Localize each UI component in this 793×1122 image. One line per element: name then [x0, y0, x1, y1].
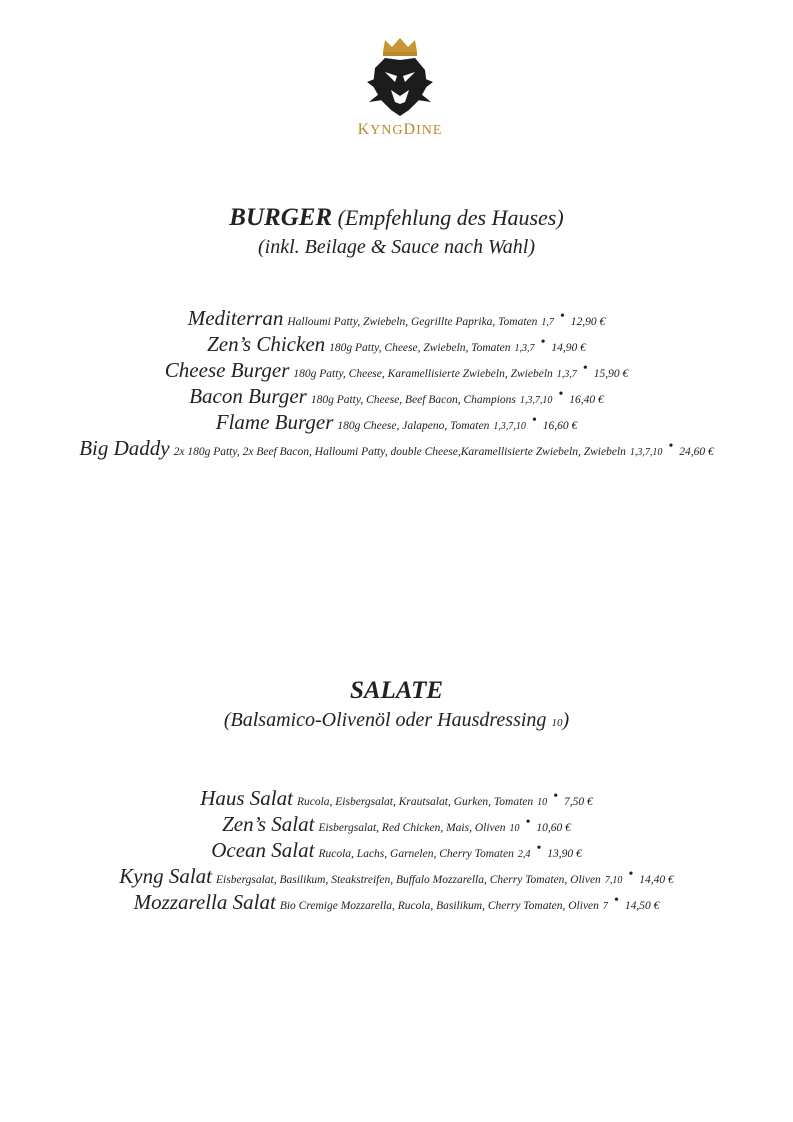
- salate-subtitle-close: ): [562, 709, 570, 731]
- dot-icon: •: [525, 815, 531, 830]
- item-description: 180g Patty, Cheese, Karamellisierte Zwiebeln, Zwiebeln: [293, 368, 553, 380]
- item-name: Mozzarella Salat: [133, 890, 276, 914]
- item-allergens: 7,10: [604, 875, 623, 886]
- dot-icon: •: [540, 335, 546, 350]
- item-price: 16,40 €: [569, 394, 604, 406]
- item-allergens: 1,7: [541, 317, 554, 328]
- burger-subtitle: (inkl. Beilage & Sauce nach Wahl): [258, 236, 535, 258]
- item-allergens: 1,3,7,10: [493, 421, 526, 432]
- item-name: Haus Salat: [200, 786, 293, 810]
- salate-subtitle-allergen: 10: [551, 717, 563, 729]
- dot-icon: •: [628, 867, 634, 882]
- item-name: Ocean Salat: [211, 838, 315, 862]
- item-price: 13,90 €: [547, 848, 582, 860]
- item-allergens: 2,4: [517, 849, 531, 860]
- item-description: 2x 180g Patty, 2x Beef Bacon, Halloumi Patty, double Cheese,Karamellisierte Zwiebeln, Zwiebeln: [173, 446, 626, 458]
- burger-heading: [0, 204, 793, 232]
- burger-item: [0, 409, 793, 435]
- item-name: Cheese Burger: [164, 358, 290, 382]
- salat-item: [0, 863, 793, 889]
- item-name: Big Daddy: [79, 436, 170, 460]
- salate-list: [0, 785, 793, 915]
- item-name: Zen’s Salat: [222, 812, 315, 836]
- salate-subtitle: [0, 709, 793, 732]
- item-price: 16,60 €: [542, 420, 578, 432]
- brand-text-ine: INE: [416, 123, 443, 138]
- dot-icon: •: [531, 413, 537, 428]
- item-price: 14,90 €: [551, 342, 586, 354]
- salat-item: [0, 837, 793, 863]
- brand-text-yng: YNG: [370, 123, 404, 138]
- burger-item: [0, 435, 793, 461]
- item-allergens: 7: [602, 901, 608, 912]
- dot-icon: •: [536, 841, 542, 856]
- item-price: 14,50 €: [624, 900, 660, 912]
- burger-item: [0, 383, 793, 409]
- item-allergens: 1,3,7,10: [519, 395, 553, 406]
- burger-item: [0, 357, 793, 383]
- item-description: 180g Cheese, Jalapeno, Tomaten: [337, 420, 490, 432]
- dot-icon: •: [559, 309, 565, 324]
- item-name: Zen’s Chicken: [207, 332, 326, 356]
- brand-name: [330, 121, 470, 139]
- item-allergens: 1,3,7: [556, 369, 577, 380]
- salat-item: [0, 889, 793, 915]
- dot-icon: •: [553, 789, 559, 804]
- item-name: Mediterran: [187, 306, 284, 330]
- burger-item: [0, 305, 793, 331]
- item-description: Halloumi Patty, Zwiebeln, Gegrillte Paprika, Tomaten: [287, 316, 538, 328]
- burger-item: [0, 331, 793, 357]
- item-name: Flame Burger: [215, 410, 334, 434]
- item-price: 7,50 €: [564, 796, 593, 808]
- item-allergens: 10: [509, 823, 520, 834]
- item-price: 15,90 €: [593, 368, 629, 380]
- burger-list: [0, 305, 793, 461]
- item-allergens: 10: [537, 797, 548, 808]
- burger-subtitle-inline: (Empfehlung des Hauses): [337, 205, 564, 230]
- item-price: 14,40 €: [639, 874, 674, 886]
- item-name: Kyng Salat: [119, 864, 213, 888]
- salate-subtitle-text: (Balsamico-Olivenöl oder Hausdressing: [223, 709, 547, 731]
- item-name: Bacon Burger: [189, 384, 307, 408]
- dot-icon: •: [558, 387, 564, 402]
- salat-item: [0, 785, 793, 811]
- salate-title: SALATE: [349, 677, 444, 704]
- brand-initial-d: D: [403, 121, 417, 138]
- dot-icon: •: [582, 361, 588, 376]
- item-allergens: 1,3,7: [514, 343, 535, 354]
- item-description: 180g Patty, Cheese, Zwiebeln, Tomaten: [329, 342, 511, 354]
- item-description: Rucola, Eisbergsalat, Krautsalat, Gurken, Tomaten: [296, 796, 534, 808]
- item-description: Rucola, Lachs, Garnelen, Cherry Tomaten: [318, 848, 514, 860]
- item-description: Eisbergsalat, Red Chicken, Mais, Oliven: [318, 822, 506, 834]
- salat-item: [0, 811, 793, 837]
- dot-icon: •: [613, 893, 619, 908]
- item-price: 12,90 €: [570, 316, 606, 328]
- item-description: Bio Cremige Mozzarella, Rucola, Basilikum, Cherry Tomaten, Oliven: [279, 900, 599, 912]
- burger-title: BURGER: [229, 204, 333, 231]
- dot-icon: •: [668, 439, 674, 454]
- item-price: 10,60 €: [536, 822, 571, 834]
- item-description: Eisbergsalat, Basilikum, Steakstreifen, Buffalo Mozzarella, Cherry Tomaten, Oliven: [216, 874, 601, 886]
- item-allergens: 1,3,7,10: [629, 447, 663, 458]
- item-price: 24,60 €: [679, 446, 714, 458]
- brand-initial-k: K: [357, 121, 371, 138]
- item-description: 180g Patty, Cheese, Beef Bacon, Champions: [310, 394, 516, 406]
